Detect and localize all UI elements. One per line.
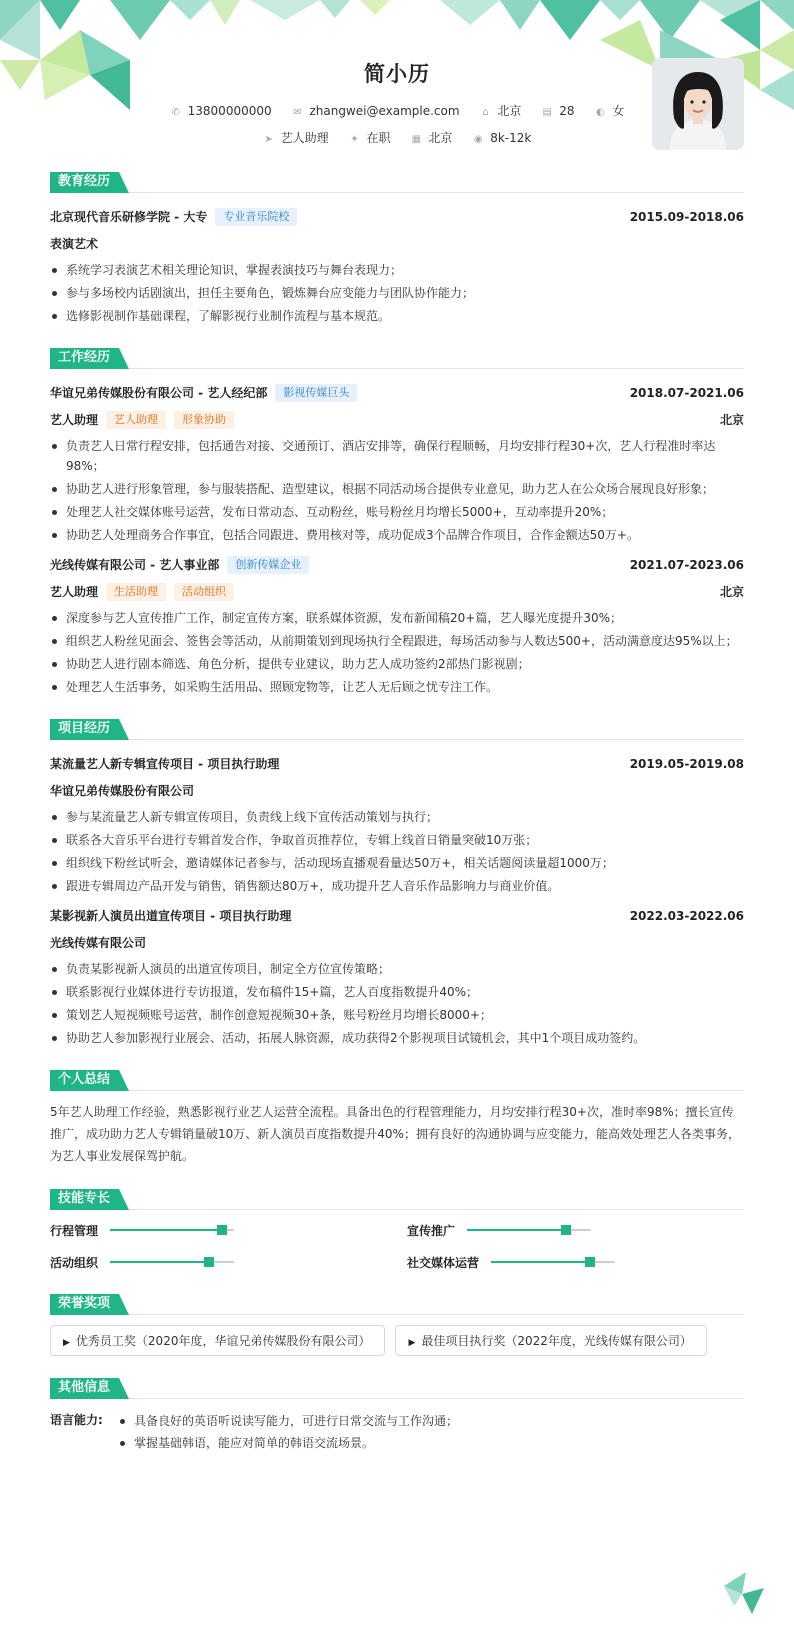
projects-header: [50, 719, 744, 740]
work-section: [50, 348, 744, 697]
award-item: [395, 1325, 706, 1356]
skill-knob: [561, 1225, 571, 1235]
age-item: [541, 104, 574, 118]
gender-item: [594, 102, 624, 119]
status-icon: ✦: [350, 134, 359, 145]
company-name: 华谊兄弟传媒股份有限公司 - 艺人经纪部: [50, 386, 268, 400]
send-icon: ➤: [264, 134, 273, 145]
triangle-right-icon: ▶: [408, 1338, 416, 1348]
salary-text: 8k-12k: [490, 131, 532, 145]
list-item: 处理艺人社交媒体账号运营，发布日常动态、互动粉丝，账号粉丝月均增长5000+，互动率提升20%；: [50, 502, 744, 522]
projects-section: [50, 719, 744, 1048]
list-item: 策划艺人短视频账号运营，制作创意短视频30+条，账号粉丝月均增长8000+；: [50, 1005, 744, 1025]
education-bullets: [50, 260, 744, 326]
list-item: 负责某影视新人演员的出道宣传项目，制定全方位宣传策略；: [50, 959, 744, 979]
skill-name: 社交媒体运营: [407, 1255, 480, 1270]
education-title: 教育经历: [50, 172, 119, 193]
list-item: 处理艺人生活事务，如采购生活用品、照顾宠物等，让艺人无后顾之忧专注工作。: [50, 677, 744, 697]
project-entry: [50, 750, 744, 896]
project-date: 2022.03-2022.06: [629, 908, 744, 923]
company-name: 光线传媒有限公司 - 艺人事业部: [50, 558, 220, 572]
contact-row: [50, 102, 744, 119]
work-entry: [50, 551, 744, 697]
summary-text: 5年艺人助理工作经验，熟悉影视行业艺人运营全流程。具备出色的行程管理能力，月均安排行程30+次，准时率98%；擅长宣传推广，成功助力艺人专辑销量破10万、新人演员百度指数提升40%；拥有良好的沟通协调与应变能力，能高效处理艺人各类事务，为艺人事业发展保驾护航。: [50, 1105, 740, 1163]
age-text: 28: [559, 104, 575, 118]
candidate-name: 简小历: [364, 62, 430, 86]
age-icon: ▤: [542, 107, 552, 118]
skill-name: 宣传推广: [407, 1223, 456, 1238]
project-name: 某流量艺人新专辑宣传项目 - 项目执行助理: [50, 757, 280, 771]
triangle-right-icon: ▶: [63, 1338, 70, 1348]
skill-knob: [585, 1257, 595, 1267]
project-company: 光线传媒有限公司: [50, 936, 147, 950]
skills-section: [50, 1189, 744, 1272]
summary-section: [50, 1070, 744, 1167]
list-item: 组织艺人粉丝见面会、签售会等活动，从前期策划到现场执行全程跟进，每场活动参与人数达500+，活动满意度达95%以上；: [50, 631, 744, 651]
resume-header: [50, 0, 744, 160]
language-label: 语言能力:: [50, 1413, 103, 1427]
target-city-item: [410, 129, 452, 146]
list-item: 联系影视行业媒体进行专访报道，发布稿件15+篇，艺人百度指数提升40%；: [50, 982, 744, 1002]
work-date: 2018.07-2021.06: [629, 385, 744, 400]
list-item: 参与某流量艺人新专辑宣传项目，负责线上线下宣传活动策划与执行；: [50, 807, 744, 827]
phone-icon: ✆: [171, 107, 180, 118]
work-date: 2021.07-2023.06: [629, 557, 744, 572]
role-tag: 艺人助理: [106, 411, 166, 429]
project-name: 某影视新人演员出道宣传项目 - 项目执行助理: [50, 909, 292, 923]
phone-item: [170, 104, 272, 118]
list-item: 负责艺人日常行程安排，包括通告对接、交通预订、酒店安排等，确保行程顺畅，月均安排行程30+次，艺人行程准时率达98%；: [50, 436, 744, 476]
awards-list: [50, 1325, 744, 1356]
awards-section: [50, 1294, 744, 1356]
language-block: [50, 1409, 744, 1455]
award-text: 优秀员工奖（2020年度，华谊兄弟传媒股份有限公司）: [75, 1334, 371, 1348]
skill-bar: [491, 1261, 615, 1263]
skills-header: [50, 1189, 744, 1210]
projects-title: 项目经历: [50, 719, 119, 740]
target-city-text: 北京: [428, 131, 453, 145]
skill-item: [407, 1252, 744, 1272]
company-tag: 影视传媒巨头: [275, 384, 357, 402]
status-text: 在职: [366, 131, 391, 145]
other-section: [50, 1378, 744, 1455]
list-item: 掌握基础韩语，能应对简单的韩语交流场景。: [118, 1433, 458, 1453]
language-bullets: [106, 1409, 458, 1455]
salary-item: [472, 131, 531, 145]
list-item: 协助艺人进行形象管理，参与服装搭配、造型建议，根据不同活动场合提供专业意见，助力艺人在公众场合展现良好形象；: [50, 479, 744, 499]
other-title: 其他信息: [50, 1378, 119, 1399]
skill-fill: [110, 1261, 209, 1263]
work-city: 北京: [719, 413, 744, 427]
avatar: [652, 58, 744, 150]
work-header: [50, 348, 744, 369]
work-city: 北京: [719, 585, 744, 599]
summary-title: 个人总结: [50, 1070, 119, 1091]
education-entry: [50, 203, 744, 326]
education-section: [50, 172, 744, 326]
skill-item: [407, 1220, 744, 1240]
home-icon: ⌂: [482, 107, 489, 118]
job-role: 艺人助理: [50, 413, 99, 427]
job-role: 艺人助理: [50, 585, 99, 599]
major: 表演艺术: [50, 237, 99, 251]
list-item: 系统学习表演艺术相关理论知识，掌握表演技巧与舞台表现力；: [50, 260, 744, 280]
awards-title: 荣誉奖项: [50, 1294, 119, 1315]
list-item: 组织线下粉丝试听会，邀请媒体记者参与，活动现场直播观看量达50万+，相关话题阅读量超1000万；: [50, 853, 744, 873]
project-company: 华谊兄弟传媒股份有限公司: [50, 784, 195, 798]
skills-title: 技能专长: [50, 1189, 119, 1210]
list-item: 协助艺人参加影视行业展会、活动，拓展人脉资源，成功获得2个影视项目试镜机会，其中1个项目成功签约。: [50, 1028, 744, 1048]
school-name: 北京现代音乐研修学院 - 大专: [50, 210, 208, 224]
gender-text: 女: [612, 104, 625, 118]
city-item: [479, 102, 521, 119]
footer-decoration: [724, 1572, 764, 1614]
work-title: 工作经历: [50, 348, 119, 369]
list-item: 选修影视制作基础课程，了解影视行业制作流程与基本规范。: [50, 306, 744, 326]
email-item: [291, 104, 459, 118]
list-item: 联系各大音乐平台进行专辑首发合作，争取首页推荐位，专辑上线首日销量突破10万张；: [50, 830, 744, 850]
skill-bar: [467, 1229, 591, 1231]
summary-header: [50, 1070, 744, 1091]
list-item: 协助艺人进行剧本筛选、角色分析，提供专业建议，助力艺人成功签约2部热门影视剧；: [50, 654, 744, 674]
skill-fill: [491, 1261, 590, 1263]
work-bullets: [50, 436, 744, 545]
gender-icon: ◐: [595, 107, 605, 118]
awards-header: [50, 1294, 744, 1315]
city-text: 北京: [497, 104, 522, 118]
role-tag: 形象协助: [174, 411, 234, 429]
award-text: 最佳项目执行奖（2022年度，光线传媒有限公司）: [421, 1334, 692, 1348]
position-item: [263, 129, 329, 146]
skill-fill: [110, 1229, 222, 1231]
skills-grid: [50, 1220, 744, 1272]
email-text: zhangwei@example.com: [309, 104, 460, 118]
job-intent-row: [50, 129, 744, 146]
skill-name: 活动组织: [50, 1255, 99, 1270]
skill-knob: [204, 1257, 214, 1267]
mail-icon: ✉: [293, 107, 302, 118]
building-icon: ▦: [411, 134, 422, 145]
project-bullets: [50, 807, 744, 896]
skill-bar: [110, 1261, 234, 1263]
list-item: 参与多场校内话剧演出，担任主要角色，锻炼舞台应变能力与团队协作能力；: [50, 283, 744, 303]
award-item: [50, 1325, 385, 1356]
role-tag: 活动组织: [174, 583, 234, 601]
skill-bar: [110, 1229, 234, 1231]
phone-text: 13800000000: [187, 104, 272, 118]
skill-knob: [217, 1225, 227, 1235]
other-header: [50, 1378, 744, 1399]
list-item: 具备良好的英语听说读写能力，可进行日常交流与工作沟通；: [118, 1411, 458, 1431]
school-tag: 专业音乐院校: [215, 208, 297, 226]
list-item: 跟进专辑周边产品开发与销售，销售额达80万+，成功提升艺人音乐作品影响力与商业价值。: [50, 876, 744, 896]
status-item: [349, 129, 391, 146]
skill-item: [50, 1220, 387, 1240]
company-tag: 创新传媒企业: [227, 556, 309, 574]
list-item: 协助艺人处理商务合作事宜，包括合同跟进、费用核对等，成功促成3个品牌合作项目，合作金额达50万+。: [50, 525, 744, 545]
skill-name: 行程管理: [50, 1223, 99, 1238]
position-text: 艺人助理: [280, 131, 329, 145]
role-tag: 生活助理: [106, 583, 166, 601]
project-bullets: [50, 959, 744, 1048]
project-entry: [50, 902, 744, 1048]
project-date: 2019.05-2019.08: [629, 756, 744, 771]
list-item: 深度参与艺人宣传推广工作，制定宣传方案，联系媒体资源，发布新闻稿20+篇，艺人曝光度提升30%；: [50, 608, 744, 628]
skill-item: [50, 1252, 387, 1272]
work-entry: [50, 379, 744, 545]
money-icon: ◉: [473, 134, 483, 145]
work-bullets: [50, 608, 744, 697]
education-date: 2015.09-2018.06: [629, 209, 744, 224]
education-header: [50, 172, 744, 193]
skill-fill: [467, 1229, 566, 1231]
